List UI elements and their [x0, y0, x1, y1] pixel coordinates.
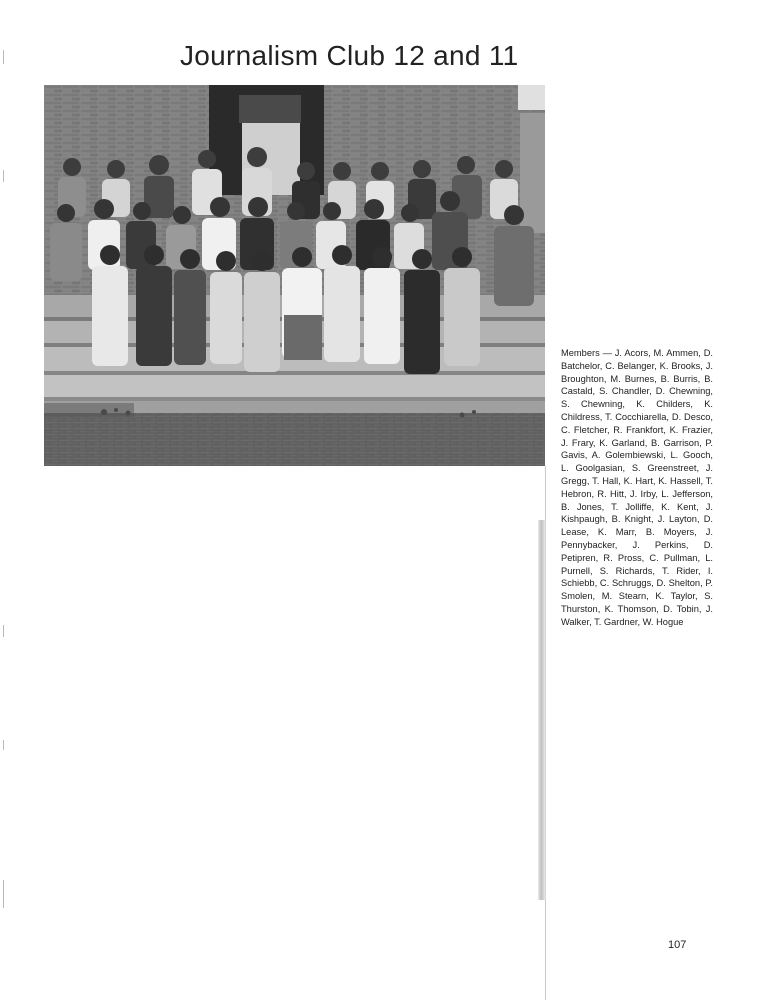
page-title: Journalism Club 12 and 11	[180, 40, 519, 71]
members-caption: Members — J. Acors, M. Ammen, D. Batchelor, C. Belanger, K. Brooks, J. Broughton, M. Burnes, B. Burris, B. Castald, S. Chandler, D. Chewning, S. Chewning, K. Childers, K. Childress, T. Cocchiarella, D. Desco, C. Fletcher, R. Frankfort, K. Frazier, J. Frary, K. Garland, B. Garrison, P. Gavis, A. Golembiewski, L. Gooch, L. Goolgasian, S. Greenstreet, J. Gregg, T. Hall, K. Hart, K. Hassell, T. Hebron, R. Hitt, J. Irby, L. Jefferson, B. Jones, T. Jolliffe, K. Kent, J. Kishpaugh, B. Knight, J. Layton, D. Lease, K. Marr, B. Moyers, J. Pennybacker, J. Perkins, D. Petipren, R. Pross, C. Pullman, L. Purnell, S. Richards, T. Rider, I. Schiebb, C. Schruggs, D. Shelton, P. Smolen, M. Stearn, K. Taylor, S. Thurston, K. Thomson, D. Tobin, J. Walker, T. Gardner, W. Hogue	[561, 348, 713, 627]
scan-edge-mark	[3, 880, 4, 908]
scan-edge-mark	[3, 625, 4, 637]
page-number: 107	[668, 939, 687, 951]
scan-gutter-strip	[538, 520, 546, 900]
group-photo	[44, 85, 545, 466]
scan-edge-mark	[3, 50, 4, 64]
group-photo-image	[44, 85, 545, 466]
scan-edge-mark	[3, 170, 4, 182]
scan-edge-mark	[3, 740, 4, 750]
